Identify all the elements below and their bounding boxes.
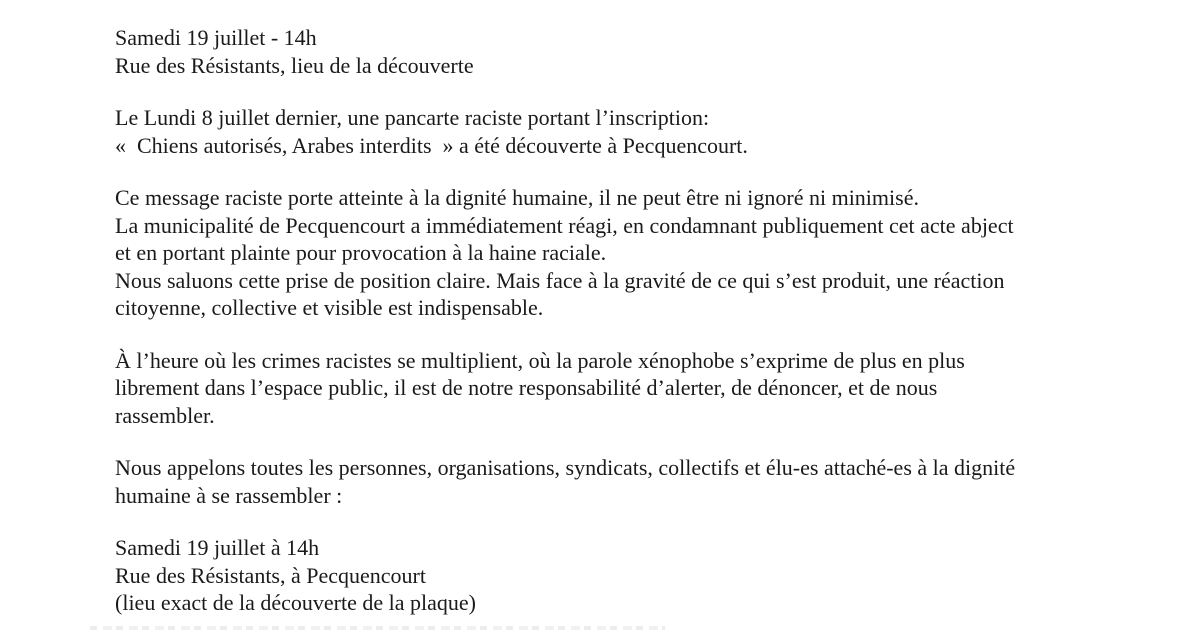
text-line: Nous appelons toutes les personnes, organisations, syndicats, collectifs et élu-es attaché-es à la dignité [115,455,1016,480]
text-line: et en portant plainte pour provocation à la haine raciale. [115,240,607,265]
paragraph-context [115,347,1160,430]
text-line: Nous saluons cette prise de position claire. Mais face à la gravité de ce qui s’est produit, une réaction [115,267,1005,293]
text-line: librement dans l’espace public, il est de notre responsabilité d’alerter, de dénoncer, et de nous [115,375,938,400]
paragraph-rally-details [115,534,1160,617]
text-line: humaine à se rassembler : [115,482,343,508]
text-line: Samedi 19 juillet - 14h [115,25,317,50]
text-line: rassembler. [115,402,215,428]
text-line: (lieu exact de la découverte de la plaque) [115,590,476,615]
announcement-text [115,24,1160,642]
text-line: La municipalité de Pecquencourt a immédiatement réagi, en condamnant publiquement cet acte abject [115,212,1014,238]
paragraph-incident [115,104,1160,159]
text-line: Le Lundi 8 juillet dernier, une pancarte raciste portant l’inscription: [115,105,710,130]
text-line: Samedi 19 juillet à 14h [115,535,320,560]
text-line: citoyenne, collective et visible est indispensable. [115,295,544,320]
cutoff-text-line [90,626,665,630]
text-line: À l’heure où les crimes racistes se multiplient, où la parole xénophobe s’exprime de plus en plus [115,347,965,373]
text-line: Rue des Résistants, à Pecquencourt [115,562,426,588]
text-line: « Chiens autorisés, Arabes interdits » a été découverte à Pecquencourt. [115,132,748,158]
paragraph-reaction [115,184,1160,322]
paragraph-call-to-action [115,454,1160,509]
text-line: Ce message raciste porte atteinte à la dignité humaine, il ne peut être ni ignoré ni minimisé. [115,185,919,210]
paragraph-date-place-header [115,24,1160,79]
text-line: Rue des Résistants, lieu de la découverte [115,52,474,78]
